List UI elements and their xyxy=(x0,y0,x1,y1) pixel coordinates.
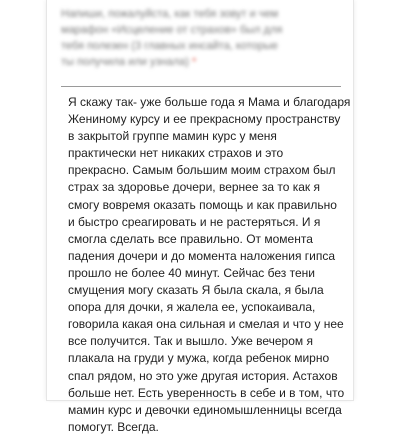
form-response-card xyxy=(47,0,353,434)
question-text: Напиши, пожалуйста, как тебя зовут и чем марафон «Исцеление от страхов» был для тебя полезен (3 главных инсайта, которые ты получила или узнала) xyxy=(61,8,283,68)
answer-underline xyxy=(61,86,341,87)
answer-text[interactable]: Я скажу так- уже больше года я Мама и благодаря Жениному курсу и ее прекрасному пространству в закрытой группе мамин курс у меня практически нет никаких страхов и это прекрасно. Самым большим моим страхом был страх за здоровье дочери, вернее за то как я смогу вовремя оказать помощь и как правильно и быстро среагировать и не растеряться. И я смогла сделать все правильно. От момента падения дочери и до момента наложения гипса прошло не более 40 минут. Сейчас без тени смущения могу сказать Я была скала, я была опора для дочки, я жалела ее, успокаивала, говорила какая она сильная и смелая и что у нее все получится. Так и вышло. Уже вечером я плакала на груди у мужа, когда ребенок мирно спал рядом, но это уже другая история. Астахов больше нет. Есть уверенность в себе и в том, что мамин курс и девочки единомышленницы всегда помогут. Всегда. xyxy=(68,95,351,434)
question-label xyxy=(61,6,345,70)
required-asterisk: * xyxy=(188,56,197,68)
